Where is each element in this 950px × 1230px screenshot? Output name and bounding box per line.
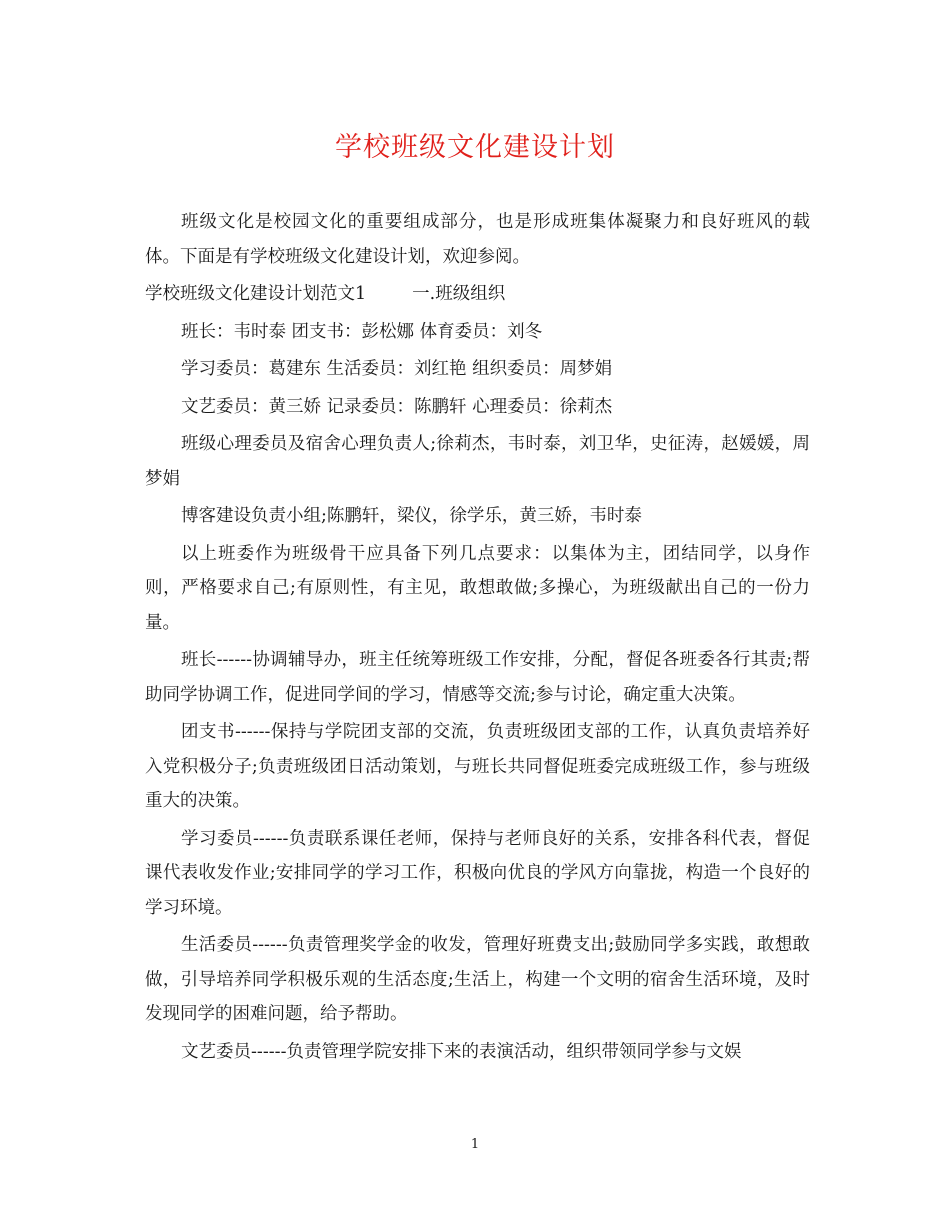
league-secretary-duty-paragraph: 团支书------保持与学院团支部的交流，负责班级团支部的工作，认真负责培养好入党积极分子;负责班级团日活动策划，与班长共同督促班委完成班级工作，参与班级重大的决策。 (145, 722, 810, 811)
section-heading (145, 277, 810, 312)
life-committee-duty-paragraph: 生活委员------负责管理奖学金的收发，管理好班费支出;鼓励同学多实践，敢想敢做，引导培养同学积极乐观的生活态度;生活上，构建一个文明的宿舍生活环境，及时发现同学的困难问题，给予帮助。 (145, 935, 810, 1024)
roster-line-1: 班长：韦时泰 团支书：彭松娜 体育委员：刘冬 (181, 321, 543, 342)
arts-committee-duty-paragraph: 文艺委员------负责管理学院安排下来的表演活动，组织带领同学参与文娱 (181, 1041, 742, 1062)
psychology-group-paragraph: 班级心理委员及宿舍心理负责人;徐莉杰，韦时泰，刘卫华，史征涛，赵媛媛，周梦娟 (145, 434, 810, 489)
roster-line-3: 文艺委员：黄三娇 记录委员：陈鹏轩 心理委员：徐莉杰 (181, 396, 613, 417)
section-subheading: 一.班级组织 (412, 284, 506, 304)
study-committee-duty-paragraph: 学习委员------负责联系课任老师，保持与老师良好的关系，安排各科代表，督促课代表收发作业;安排同学的学习工作，积极向优良的学风方向靠拢，构造一个良好的学习环境。 (145, 828, 810, 918)
monitor-duty-paragraph: 班长------协调辅导办，班主任统筹班级工作安排，分配，督促各班委各行其责;帮助同学协调工作，促进同学间的学习，情感等交流;参与讨论，确定重大决策。 (145, 650, 810, 705)
document-body (145, 205, 810, 1072)
blog-group-paragraph: 博客建设负责小组;陈鹏轩，梁仪，徐学乐，黄三娇，韦时泰 (181, 506, 642, 526)
section-heading-label: 学校班级文化建设计划范文1 (145, 284, 367, 304)
page-number: 1 (470, 1137, 480, 1152)
requirements-paragraph: 以上班委作为班级骨干应具备下列几点要求：以集体为主，团结同学，以身作则，严格要求自己;有原则性，有主见，敢想敢做;多操心，为班级献出自己的一份力量。 (145, 543, 810, 633)
document-title: 学校班级文化建设计划 (335, 132, 615, 163)
intro-paragraph: 班级文化是校园文化的重要组成部分，也是形成班集体凝聚力和良好班风的载体。下面是有学校班级文化建设计划，欢迎参阅。 (145, 212, 810, 267)
roster-line-2: 学习委员：葛建东 生活委员：刘红艳 组织委员：周梦娟 (181, 359, 613, 379)
